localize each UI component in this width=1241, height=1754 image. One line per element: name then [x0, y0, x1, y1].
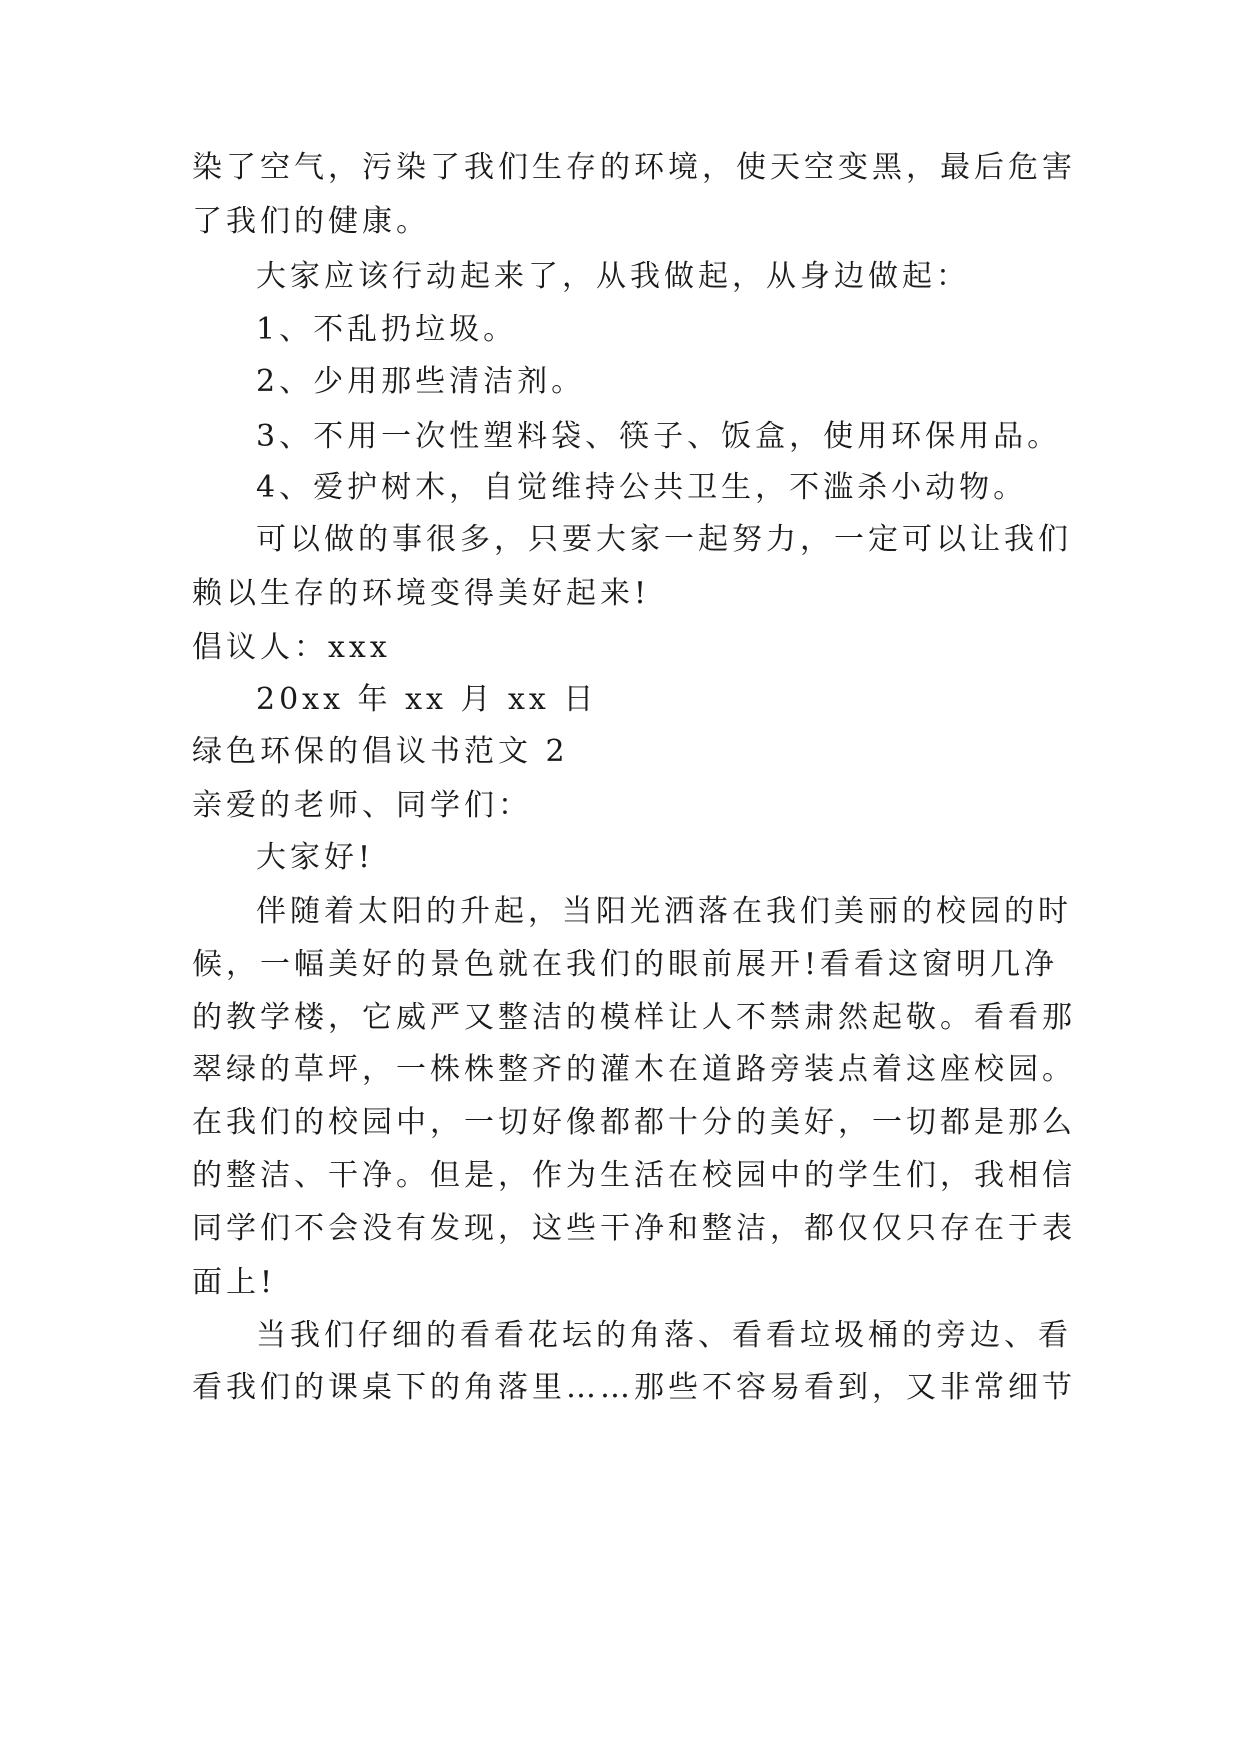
- body-text-line: 可以做的事很多，只要大家一起努力，一定可以让我们: [256, 522, 1072, 557]
- section-title: 绿色环保的倡议书范文 2: [192, 734, 569, 769]
- body-text-line: 面上!: [192, 1265, 277, 1300]
- body-text-line: 伴随着太阳的升起，当阳光洒落在我们美丽的校园的时: [256, 894, 1072, 929]
- body-text-line: 翠绿的草坪，一株株整齐的灌木在道路旁装点着这座校园。: [192, 1052, 1076, 1087]
- list-item-1: 1、不乱扔垃圾。: [256, 312, 518, 347]
- body-text-line: 在我们的校园中，一切好像都都十分的美好，一切都是那么: [192, 1105, 1076, 1140]
- date-line: 20xx 年 xx 月 xx 日: [256, 682, 598, 717]
- greeting: 大家好!: [256, 840, 375, 875]
- list-item-3: 3、不用一次性塑料袋、筷子、饭盒，使用环保用品。: [256, 419, 1062, 454]
- salutation: 亲爱的老师、同学们：: [192, 788, 532, 823]
- body-text-line: 赖以生存的环境变得美好起来!: [192, 576, 651, 611]
- body-text-line: 同学们不会没有发现，这些干净和整洁，都仅仅只存在于表: [192, 1211, 1076, 1246]
- body-text-line: 当我们仔细的看看花坛的角落、看看垃圾桶的旁边、看: [256, 1318, 1072, 1353]
- signatory-line: 倡议人：xxx: [192, 630, 391, 665]
- body-text-line: 候，一幅美好的景色就在我们的眼前展开!看看这窗明几净: [192, 947, 1059, 982]
- body-text-line: 染了空气，污染了我们生存的环境，使天空变黑，最后危害: [192, 150, 1076, 185]
- body-text-line: 大家应该行动起来了，从我做起，从身边做起：: [256, 259, 970, 294]
- body-text-line: 的教学楼，它威严又整洁的模样让人不禁肃然起敬。看看那: [192, 1000, 1076, 1035]
- list-item-2: 2、少用那些清洁剂。: [256, 364, 586, 399]
- list-item-4: 4、爱护树木，自觉维持公共卫生，不滥杀小动物。: [256, 470, 1028, 505]
- body-text-line: 了我们的健康。: [192, 204, 430, 239]
- body-text-line: 的整洁、干净。但是，作为生活在校园中的学生们，我相信: [192, 1158, 1076, 1193]
- body-text-line: 看我们的课桌下的角落里……那些不容易看到，又非常细节: [192, 1370, 1076, 1405]
